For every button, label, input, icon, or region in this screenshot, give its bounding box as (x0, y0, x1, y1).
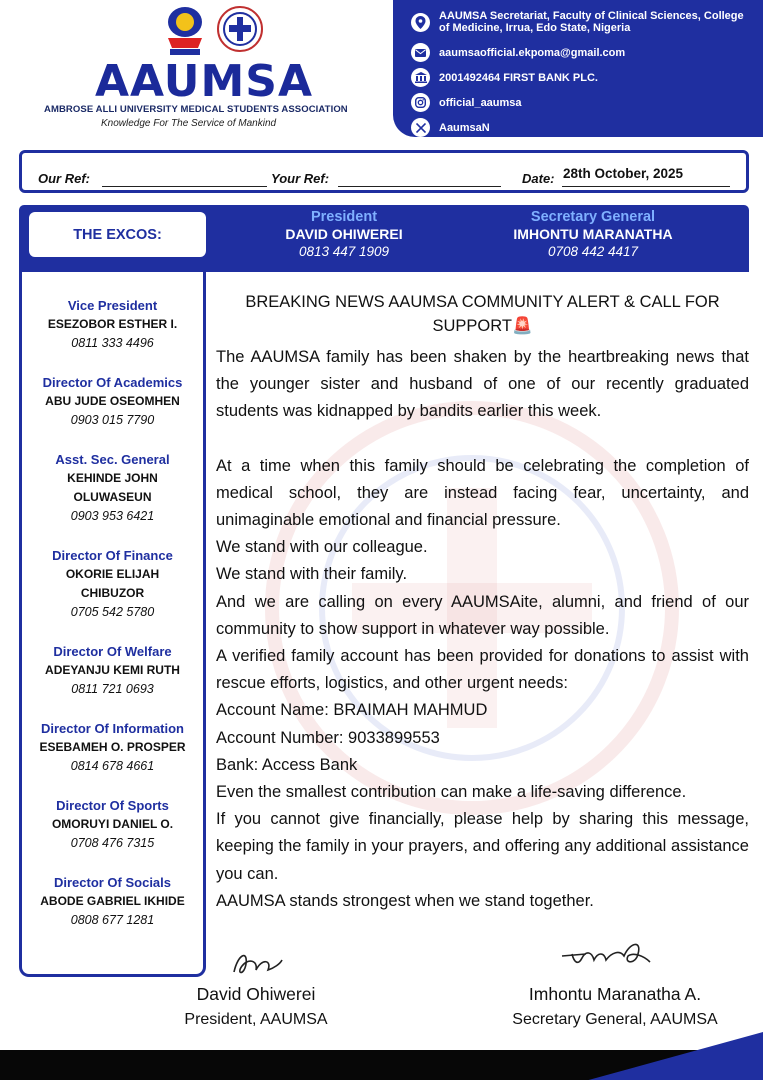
reference-bar (19, 150, 749, 193)
our-ref-line (102, 186, 267, 187)
president-sign-name: David Ohiwerei (196, 984, 316, 1004)
exco-phone: 0903 015 7790 (70, 413, 155, 427)
paragraph-account-intro: A verified family account has been provided for donations to assist with rescue efforts, logistics, and other urgent needs: (216, 647, 749, 693)
paragraph-contribution: Even the smallest contribution can make a life-saving difference. (216, 783, 687, 802)
exco-name: ADEYANJU KEMI RUTH (45, 663, 180, 677)
letter-body (216, 344, 749, 915)
exco-director-sports (22, 796, 203, 853)
contact-instagram-text: official_aaumsa (439, 96, 522, 109)
paragraph-gap (216, 426, 749, 453)
x-twitter-icon (411, 118, 430, 137)
president-block (244, 209, 444, 260)
exco-phone: 0808 677 1281 (70, 913, 155, 927)
exco-phone: 0811 721 0693 (71, 682, 154, 696)
university-logo-icon (162, 4, 208, 56)
closing-line: AAUMSA stands strongest when we stand together. (216, 891, 594, 910)
exco-name: ABU JUDE OSEOMHEN (45, 394, 180, 408)
exco-role: Director Of Welfare (53, 644, 172, 659)
contact-email[interactable] (411, 40, 755, 65)
contact-address (411, 4, 755, 40)
president-signature-icon (228, 948, 284, 980)
contact-email-text: aaumsaofficial.ekpoma@gmail.com (439, 46, 626, 59)
secretary-general-phone: 0708 442 4417 (547, 244, 639, 259)
president-sign-title: President, AAUMSA (184, 1011, 328, 1028)
exco-phone: 0705 542 5780 (70, 605, 155, 619)
exco-phone: 0814 678 4661 (70, 759, 155, 773)
secretary-sign-name: Imhontu Maranatha A. (528, 984, 702, 1004)
our-ref-label: Our Ref: (38, 171, 90, 186)
instagram-icon (411, 93, 430, 112)
paragraph-context: At a time when this family should be celebrating the completion of medical school, they are instead facing fear, uncertainty, and unimaginable emotional and financial pressure. (216, 456, 749, 530)
exco-role: Vice President (67, 298, 158, 313)
org-full-name: AMBROSE ALLI UNIVERSITY MEDICAL STUDENTS ASSOCIATION (44, 104, 348, 115)
president-name: DAVID OHIWEREI (285, 226, 403, 242)
exco-phone: 0708 476 7315 (70, 836, 155, 850)
contact-instagram[interactable] (411, 90, 755, 115)
contact-x[interactable] (411, 115, 755, 140)
letter-headline: BREAKING NEWS AAUMSA COMMUNITY ALERT & CALL FOR SUPPORT🚨 (245, 293, 720, 335)
exco-role: Director Of Socials (53, 875, 172, 890)
secretary-general-name: IMHONTU MARANATHA (513, 226, 673, 242)
bank-icon (411, 68, 430, 87)
bank-name: Bank: Access Bank (216, 755, 358, 774)
exco-director-academics (22, 373, 203, 430)
date-line (562, 186, 730, 187)
location-pin-icon (411, 13, 430, 32)
exco-role: Asst. Sec. General (55, 452, 170, 467)
exco-phone: 0903 953 6421 (70, 509, 155, 523)
exco-phone: 0811 333 4496 (71, 336, 154, 350)
exco-vice-president (22, 296, 203, 353)
exco-name: OKORIE ELIJAH (65, 567, 160, 581)
secretary-general-block (493, 209, 693, 260)
secretary-sign-title: Secretary General, AAUMSA (512, 1011, 718, 1028)
email-icon (411, 43, 430, 62)
exco-name-line2: OLUWASEUN (73, 490, 152, 504)
exco-asst-sec-general (22, 450, 203, 526)
exco-name: KEHINDE JOHN (67, 471, 158, 485)
exco-director-information (22, 719, 203, 776)
excos-label: THE EXCOS: (29, 212, 206, 257)
exco-name: ESEZOBOR ESTHER I. (47, 317, 178, 331)
exco-name: OMORUYI DANIEL O. (51, 817, 174, 831)
excos-sidebar (19, 270, 206, 977)
exco-role: Director Of Finance (52, 548, 173, 563)
account-number: Account Number: 9033899553 (216, 728, 440, 747)
exco-director-welfare (22, 642, 203, 699)
paragraph-share: If you cannot give financially, please help by sharing this message, keeping the family in your prayers, and offering any additional assistance you can. (216, 810, 749, 883)
exco-director-socials (22, 873, 203, 930)
contact-x-text: AaumsaN (439, 121, 490, 134)
your-ref-label: Your Ref: (271, 171, 330, 186)
account-name: Account Name: BRAIMAH MAHMUD (216, 701, 488, 720)
president-phone: 0813 447 1909 (298, 244, 390, 259)
contact-bank-text: 2001492464 FIRST BANK PLC. (439, 71, 598, 84)
excos-band (19, 205, 749, 272)
exco-name: ESEBAMEH O. PROSPER (39, 740, 186, 754)
date-label: Date: (522, 171, 555, 186)
contact-bank (411, 65, 755, 90)
president-role: President (310, 209, 378, 225)
your-ref-line (338, 186, 501, 187)
logos (160, 4, 270, 58)
exco-name-line2: CHIBUZOR (80, 586, 145, 600)
line-family: We stand with their family. (216, 565, 408, 584)
exco-director-finance (22, 546, 203, 622)
contact-address-text: AAUMSA Secretariat, Faculty of Clinical Sciences, College of Medicine, Irrua, Edo State, Nigeria (439, 10, 744, 34)
secretary-general-role: Secretary General (530, 209, 656, 225)
paragraph-news: The AAUMSA family has been shaken by the heartbreaking news that the younger sister and husband of one of our recently graduated students was kidnapped by bandits earlier this week. (216, 348, 749, 421)
date-value: 28th October, 2025 (563, 166, 684, 181)
exco-role: Director Of Information (40, 721, 184, 736)
exco-name: ABODE GABRIEL IKHIDE (40, 894, 185, 908)
contact-panel (393, 0, 763, 137)
paragraph-call: And we are calling on every AAUMSAite, alumni, and friend of our community to show support in whatever way possible. (216, 592, 749, 638)
association-seal-icon (216, 4, 264, 54)
exco-role: Director Of Academics (42, 375, 183, 390)
exco-role: Director Of Sports (56, 798, 169, 813)
org-wordmark: AAUMSA (95, 56, 314, 107)
secretary-signature-icon (558, 934, 654, 974)
line-colleague: We stand with our colleague. (216, 538, 428, 557)
org-motto: Knowledge For The Service of Mankind (101, 118, 277, 129)
